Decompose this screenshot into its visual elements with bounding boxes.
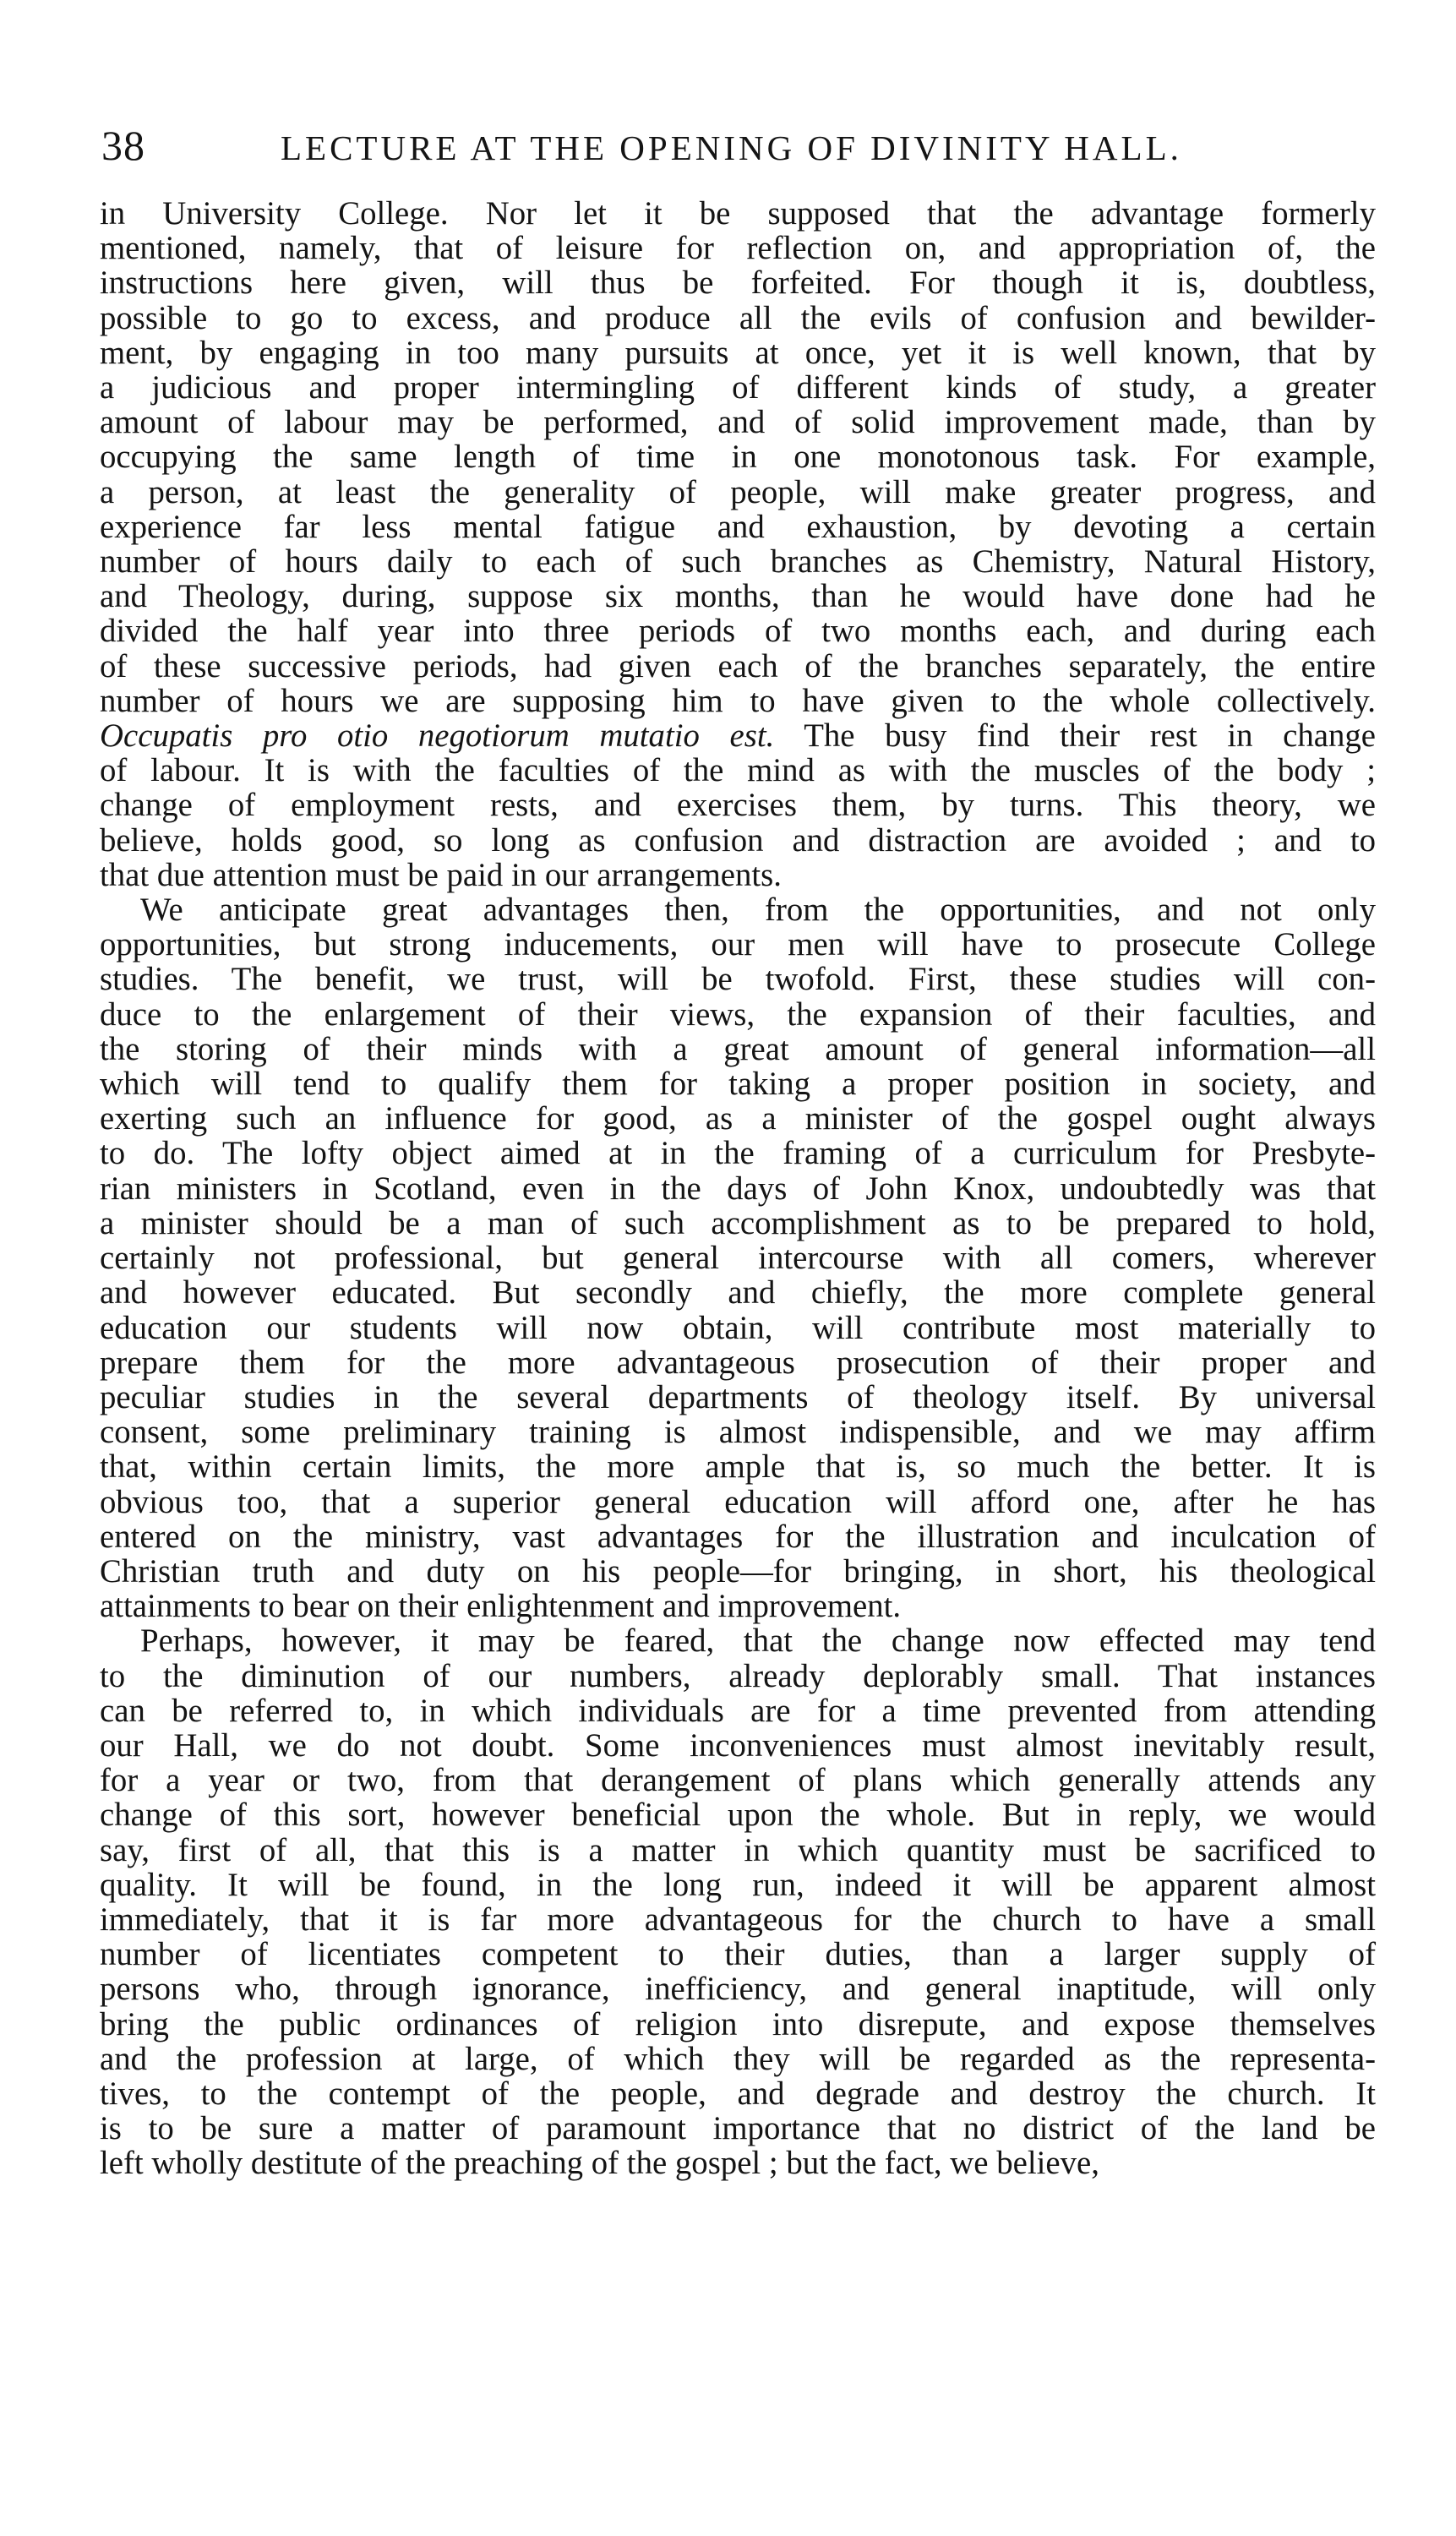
text-line: obvious too, that a superior general education will afford one, after he has <box>100 1483 1376 1520</box>
text-line: rian ministers in Scotland, even in the days of John Knox, undoubtedly was that <box>100 1170 1376 1207</box>
text-line: our Hall, we do not doubt. Some inconveniences must almost inevitably result, <box>100 1726 1376 1764</box>
text-line: peculiar studies in the several departments of theology itself. By universal <box>100 1378 1376 1415</box>
text-line: is to be sure a matter of paramount importance that no district of the land be <box>100 2110 1376 2147</box>
text-line: education our students will now obtain, will contribute most materially to <box>100 1309 1376 1346</box>
text-line: attainments to bear on their enlightenment and improvement. <box>100 1588 902 1625</box>
text-line: believe, holds good, so long as confusion and distraction are avoided ; and to <box>100 821 1376 859</box>
running-head: LECTURE AT THE OPENING OF DIVINITY HALL. <box>281 128 1182 167</box>
text-line: Christian truth and duty on his people—for bringing, in short, his theological <box>100 1552 1376 1590</box>
text-line: can be referred to, in which individuals are for a time prevented from attending <box>100 1692 1376 1729</box>
text-line: change of this sort, however beneficial upon the whole. But in reply, we would <box>100 1797 1376 1834</box>
text-line: bring the public ordinances of religion into disrepute, and expose themselves <box>100 2005 1376 2042</box>
paragraph <box>100 1623 1376 2180</box>
text-line: for a year or two, from that derangement of plans which generally attends any <box>100 1762 1376 1799</box>
text-line: of these successive periods, had given each of the branches separately, the entire <box>100 647 1376 684</box>
text-line: to do. The lofty object aimed at in the framing of a curriculum for Presbyte- <box>100 1135 1376 1172</box>
text-line: occupying the same length of time in one monotonous task. For example, <box>100 439 1376 476</box>
text-line: a person, at least the generality of people, will make greater progress, and <box>100 473 1376 510</box>
page-number: 38 <box>101 122 145 169</box>
text-line: number of hours we are supposing him to have given to the whole collectively. <box>100 682 1376 719</box>
text-line: of labour. It is with the faculties of the mind as with the muscles of the body ; <box>100 752 1376 789</box>
page-header <box>101 120 1373 179</box>
paragraph <box>100 196 1376 892</box>
text-line: prepare them for the more advantageous prosecution of their proper and <box>100 1344 1376 1381</box>
text-line: We anticipate great advantages then, from the opportunities, and not only <box>140 892 1376 929</box>
text-line: immediately, that it is far more advantageous for the church to have a small <box>100 1901 1376 1938</box>
text-line: divided the half year into three periods of two months each, and during each <box>100 613 1376 650</box>
text-line: consent, some preliminary training is almost indispensible, and we may affirm <box>100 1414 1376 1451</box>
text-line: duce to the enlargement of their views, the expansion of their faculties, and <box>100 995 1376 1033</box>
text-line: and Theology, during, suppose six months, than he would have done had he <box>100 578 1376 615</box>
latin-quotation: Occupatis pro otio negotiorum mutatio est. <box>100 717 775 755</box>
text-line: ment, by engaging in too many pursuits at once, yet it is well known, that by <box>100 334 1376 371</box>
text-line: persons who, through ignorance, inefficiency, and general inaptitude, will only <box>100 1971 1376 2008</box>
text-line: Perhaps, however, it may be feared, that the change now effected may tend <box>140 1622 1376 1660</box>
body-text <box>100 196 1376 2181</box>
text-line: amount of labour may be performed, and of solid improvement made, than by <box>100 404 1376 441</box>
text-line: change of employment rests, and exercises them, by turns. This theory, we <box>100 787 1376 824</box>
text-line: a minister should be a man of such accomplishment as to be prepared to hold, <box>100 1204 1376 1241</box>
text-line: possible to go to excess, and produce all the evils of confusion and bewilder- <box>100 299 1376 336</box>
text-line: studies. The benefit, we trust, will be twofold. First, these studies will con- <box>100 961 1376 998</box>
text-line: exerting such an influence for good, as a minister of the gospel ought always <box>100 1100 1376 1137</box>
text-line: a judicious and proper intermingling of different kinds of study, a greater <box>100 369 1376 406</box>
text-line: left wholly destitute of the preaching of the gospel ; but the fact, we believe, <box>100 2145 1099 2182</box>
text-line: number of licentiates competent to their duties, than a larger supply of <box>100 1936 1376 1973</box>
text-line: opportunities, but strong inducements, our men will have to prosecute College <box>100 926 1376 963</box>
text-line: instructions here given, will thus be forfeited. For though it is, doubtless, <box>100 265 1376 302</box>
text-line: and the profession at large, of which they will be regarded as the representa- <box>100 2040 1376 2077</box>
text-line: number of hours daily to each of such branches as Chemistry, Natural History, <box>100 543 1376 581</box>
text-line: certainly not professional, but general intercourse with all comers, wherever <box>100 1240 1376 1277</box>
text-line: to the diminution of our numbers, already deplorably small. That instances <box>100 1657 1376 1694</box>
text-line: experience far less mental fatigue and exhaustion, by devoting a certain <box>100 508 1376 545</box>
text-line: Occupatis pro otio negotiorum mutatio est. The busy find their rest in change <box>100 717 1376 755</box>
text-line: quality. It will be found, in the long run, indeed it will be apparent almost <box>100 1866 1376 1903</box>
text-line: say, first of all, that this is a matter in which quantity must be sacrificed to <box>100 1831 1376 1868</box>
text-line: that due attention must be paid in our arrangements. <box>100 856 782 893</box>
text-line: the storing of their minds with a great amount of general information—all <box>100 1030 1376 1067</box>
text-line: that, within certain limits, the more ample that is, so much the better. It is <box>100 1448 1376 1486</box>
text-line: mentioned, namely, that of leisure for reflection on, and appropriation of, the <box>100 230 1376 267</box>
paragraph <box>100 892 1376 1623</box>
text-line: in University College. Nor let it be supposed that the advantage formerly <box>100 195 1376 232</box>
text-line: which will tend to qualify them for taking a proper position in society, and <box>100 1066 1376 1103</box>
text-line: and however educated. But secondly and chiefly, the more complete general <box>100 1274 1376 1312</box>
text-line: entered on the ministry, vast advantages for the illustration and inculcation of <box>100 1518 1376 1555</box>
text-line: tives, to the contempt of the people, and degrade and destroy the church. It <box>100 2075 1376 2112</box>
